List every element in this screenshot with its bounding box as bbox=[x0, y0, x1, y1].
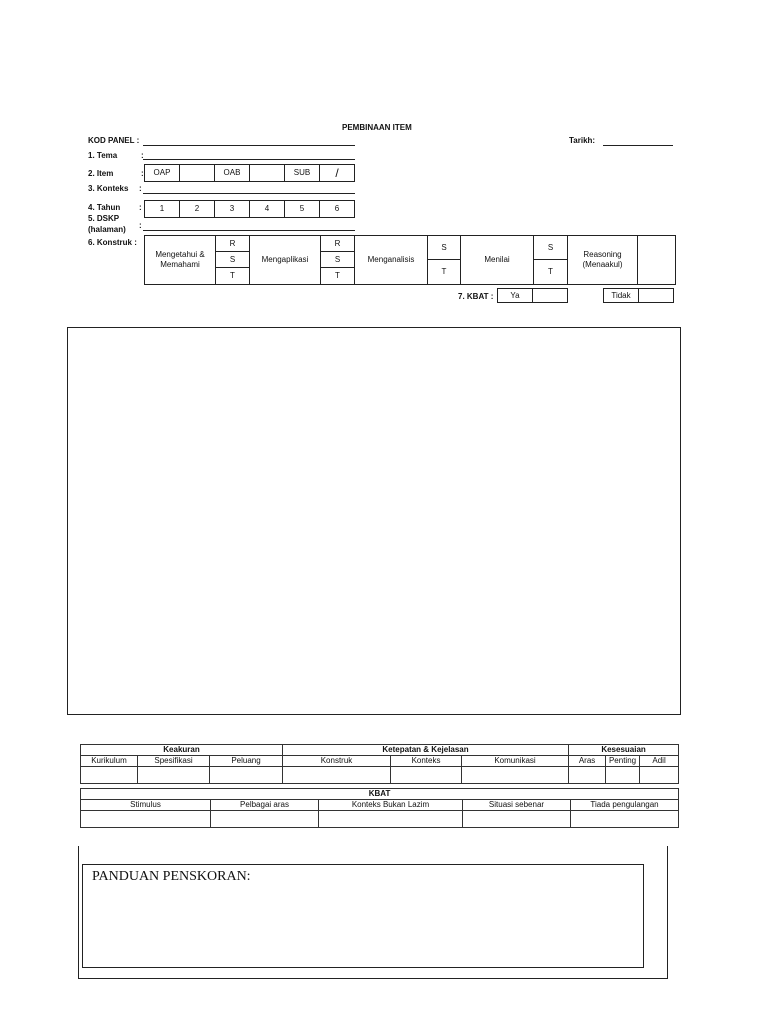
tahun-colon: : bbox=[139, 203, 142, 212]
konstruk-mengetahui-line1: Mengetahui & bbox=[155, 250, 205, 259]
dskp-colon: : bbox=[139, 221, 142, 230]
rubric-check-cell[interactable] bbox=[606, 767, 640, 784]
tahun-label: 4. Tahun bbox=[88, 203, 121, 212]
konstruk-reasoning-line1: Reasoning bbox=[583, 250, 622, 259]
rubric-pelbagai-aras: Pelbagai aras bbox=[211, 800, 319, 811]
kbat-tidak-check[interactable] bbox=[638, 288, 674, 303]
kod-panel-field[interactable] bbox=[143, 145, 355, 146]
kod-panel-label: KOD PANEL : bbox=[88, 136, 140, 145]
rubric-aras: Aras bbox=[569, 756, 606, 767]
tahun-box-3[interactable]: 3 bbox=[214, 200, 250, 218]
tema-colon: : bbox=[141, 151, 144, 160]
dskp-field[interactable] bbox=[143, 230, 355, 231]
item-box-oab-check[interactable] bbox=[249, 164, 285, 182]
konteks-field[interactable] bbox=[143, 193, 355, 194]
konstruk-reasoning-border bbox=[567, 235, 638, 285]
kbat-tidak-label: Tidak bbox=[603, 288, 639, 303]
rubric-check-cell[interactable] bbox=[81, 767, 138, 784]
tema-label: 1. Tema bbox=[88, 151, 118, 160]
konteks-label: 3. Konteks bbox=[88, 184, 129, 193]
konstruk-label: 6. Konstruk : bbox=[88, 238, 137, 247]
rubric-check-cell[interactable] bbox=[138, 767, 210, 784]
tahun-box-2[interactable]: 2 bbox=[179, 200, 215, 218]
rubric-check-cell[interactable] bbox=[283, 767, 391, 784]
konstruk-s-3[interactable]: S bbox=[427, 235, 461, 260]
form-title: PEMBINAAN ITEM bbox=[342, 123, 412, 132]
kbat-check-cell[interactable] bbox=[463, 811, 571, 828]
item-box-oap-check[interactable] bbox=[179, 164, 215, 182]
item-box-oab[interactable]: OAB bbox=[214, 164, 250, 182]
konstruk-mengetahui-line2: Memahami bbox=[160, 260, 200, 269]
item-label: 2. Item bbox=[88, 169, 114, 178]
konstruk-s-4[interactable]: S bbox=[533, 235, 568, 260]
tahun-box-4[interactable]: 4 bbox=[249, 200, 285, 218]
konteks-colon: : bbox=[139, 184, 142, 193]
rubric-kbat: KBAT bbox=[81, 789, 679, 800]
kbat-ya-label: Ya bbox=[497, 288, 533, 303]
konstruk-mengaplikasi: Mengaplikasi bbox=[261, 255, 309, 264]
kbat-ya-check[interactable] bbox=[532, 288, 568, 303]
konstruk-t-2[interactable]: T bbox=[320, 267, 355, 285]
konstruk-mengetahui bbox=[144, 235, 216, 285]
dskp-sub-label: (halaman) bbox=[88, 225, 126, 234]
dskp-label: 5. DSKP bbox=[88, 214, 120, 223]
konstruk-r-1[interactable]: R bbox=[215, 235, 250, 252]
item-content-box[interactable] bbox=[67, 327, 681, 715]
kbat-check-cell[interactable] bbox=[211, 811, 319, 828]
rubric-tiada-pengulangan: Tiada pengulangan bbox=[571, 800, 679, 811]
rubric-ketepatan: Ketepatan & Kejelasan bbox=[283, 745, 569, 756]
konstruk-reasoning-check[interactable] bbox=[637, 235, 676, 285]
rubric-check-cell[interactable] bbox=[640, 767, 679, 784]
item-box-sub-check[interactable]: / bbox=[319, 164, 355, 182]
tahun-box-6[interactable]: 6 bbox=[319, 200, 355, 218]
konstruk-s-2[interactable]: S bbox=[320, 251, 355, 268]
rubric-check-cell[interactable] bbox=[462, 767, 569, 784]
konstruk-r-2[interactable]: R bbox=[320, 235, 355, 252]
rubric-kurikulum: Kurikulum bbox=[81, 756, 138, 767]
kbat-check-cell[interactable] bbox=[81, 811, 211, 828]
rubric-check-cell[interactable] bbox=[569, 767, 606, 784]
konstruk-t-1[interactable]: T bbox=[215, 267, 250, 285]
konstruk-menganalisis: Menganalisis bbox=[367, 255, 415, 264]
tahun-box-5[interactable]: 5 bbox=[284, 200, 320, 218]
konstruk-menilai: Menilai bbox=[484, 255, 510, 264]
rubric-adil: Adil bbox=[640, 756, 679, 767]
konstruk-reasoning-line2: (Menaakul) bbox=[582, 260, 623, 269]
kbat-rubric-table bbox=[80, 788, 679, 828]
tarikh-field[interactable] bbox=[603, 145, 673, 146]
rubric-situasi-sebenar: Situasi sebenar bbox=[463, 800, 571, 811]
kbat-check-cell[interactable] bbox=[319, 811, 463, 828]
rubric-spesifikasi: Spesifikasi bbox=[138, 756, 210, 767]
rubric-penting: Penting bbox=[606, 756, 640, 767]
rubric-check-cell[interactable] bbox=[391, 767, 462, 784]
kbat-label: 7. KBAT : bbox=[458, 292, 494, 301]
rubric-check-cell[interactable] bbox=[210, 767, 283, 784]
konstruk-s-1[interactable]: S bbox=[215, 251, 250, 268]
tema-field[interactable] bbox=[143, 159, 355, 160]
item-box-sub[interactable]: SUB bbox=[284, 164, 320, 182]
item-colon: : bbox=[141, 169, 144, 178]
item-box-oap[interactable]: OAP bbox=[144, 164, 180, 182]
rubric-komunikasi: Komunikasi bbox=[462, 756, 569, 767]
konstruk-t-4[interactable]: T bbox=[533, 259, 568, 285]
tarikh-label: Tarikh: bbox=[569, 136, 596, 145]
rubric-keakuran: Keakuran bbox=[81, 745, 283, 756]
rubric-konteks: Konteks bbox=[391, 756, 462, 767]
konstruk-t-3[interactable]: T bbox=[427, 259, 461, 285]
tahun-box-1[interactable]: 1 bbox=[144, 200, 180, 218]
kbat-check-cell[interactable] bbox=[571, 811, 679, 828]
rubric-peluang: Peluang bbox=[210, 756, 283, 767]
rubric-table bbox=[80, 744, 679, 784]
rubric-konstruk: Konstruk bbox=[283, 756, 391, 767]
rubric-stimulus: Stimulus bbox=[81, 800, 211, 811]
panduan-label: PANDUAN PENSKORAN: bbox=[92, 869, 251, 884]
rubric-konteks-bukan-lazim: Konteks Bukan Lazim bbox=[319, 800, 463, 811]
rubric-kesesuaian: Kesesuaian bbox=[569, 745, 679, 756]
